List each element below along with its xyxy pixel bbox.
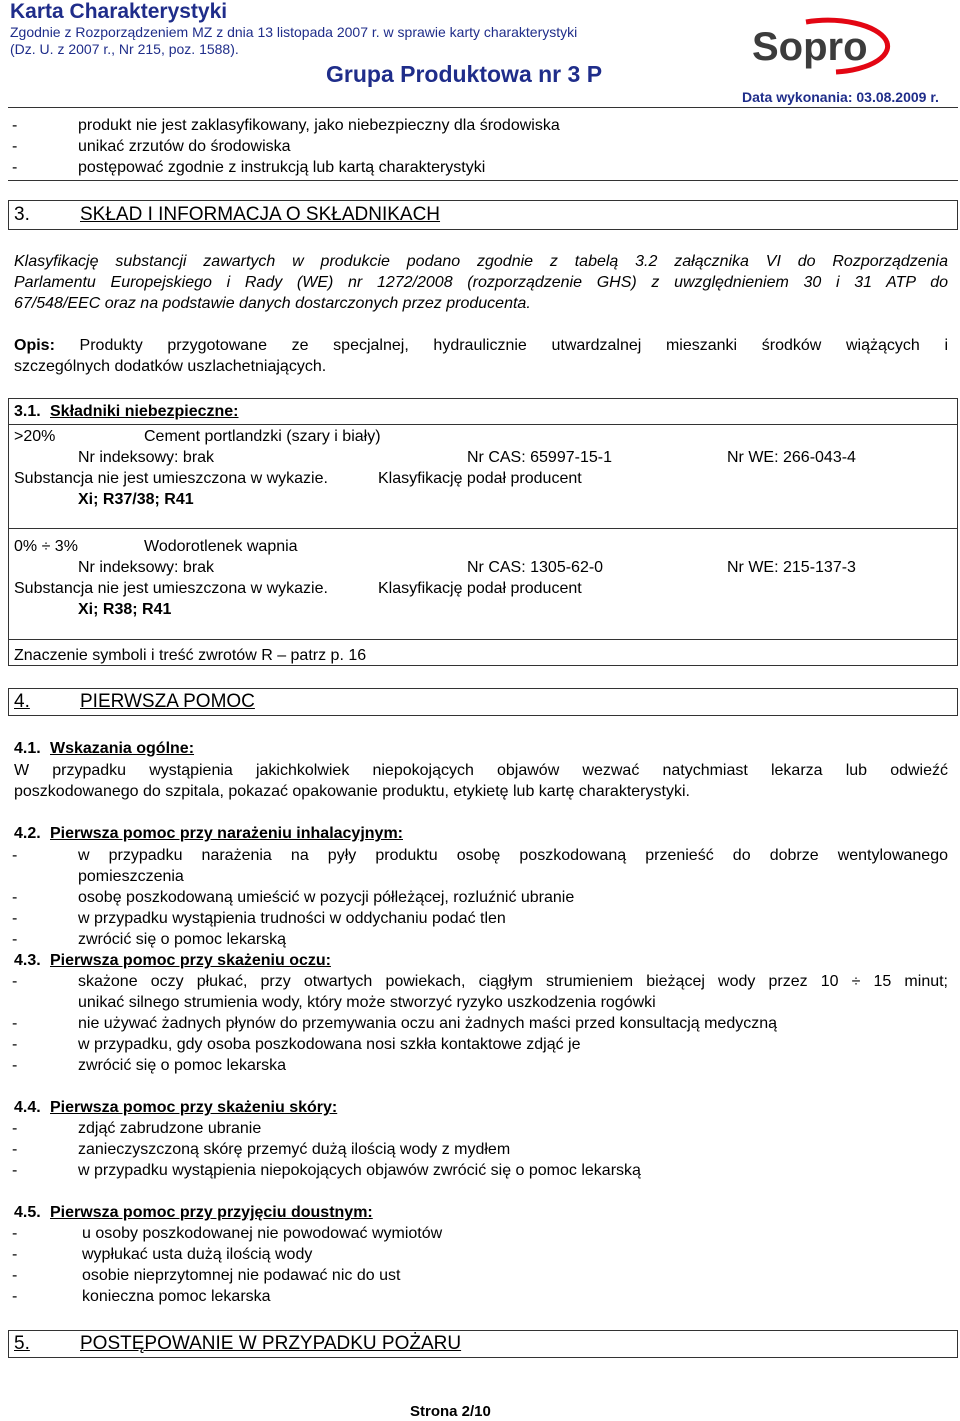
sopro-logo [748, 14, 898, 78]
description-line-1 [14, 335, 948, 356]
list-item: w przypadku wystąpienia trudności w oddychaniu podać tlen [78, 910, 506, 927]
ingredient-name: Cement portlandzki (szary i biały) [144, 428, 381, 445]
list-item: nie używać żadnych płynów do przemywania oczu ani żadnych maści przed konsultacją medyczną [78, 1015, 778, 1032]
ingredient-note-a: Substancja nie jest umieszczona w wykazie. [14, 470, 328, 487]
header-divider [8, 107, 958, 108]
subsection-4-2-title: Pierwsza pomoc przy narażeniu inhalacyjnym: [50, 825, 403, 842]
subsection-4-4-number: 4.4. [14, 1099, 41, 1116]
subsection-4-5-title: Pierwsza pomoc przy przyjęciu doustnym: [50, 1204, 373, 1221]
ingredient-cas: Nr CAS: 65997-15-1 [467, 449, 612, 466]
list-item: postępować zgodnie z instrukcją lub kartą charakterystyki [78, 159, 486, 176]
subsection-3-1-number: 3.1. [14, 403, 41, 420]
regulation-reference-line-1: Zgodnie z Rozporządzeniem MZ z dnia 13 listopada 2007 r. w sprawie karty charakterystyki [10, 24, 578, 40]
list-item: konieczna pomoc lekarska [82, 1288, 271, 1305]
list-item: zwrócić się o pomoc lekarska [78, 1057, 287, 1074]
ingredients-divider [8, 639, 958, 640]
list-item-continuation: unikać silnego strumienia wody, który może stworzyć ryzyko uszkodzenia rogówki [78, 994, 656, 1011]
section-5-title: POSTĘPOWANIE W PRZYPADKU POŻARU [80, 1333, 462, 1354]
svg-text:Sopro: Sopro [752, 25, 868, 69]
list-item: wypłukać usta dużą ilością wody [82, 1246, 313, 1263]
intro-divider [8, 180, 958, 181]
classification-line: Parlamentu Europejskiego i Rady (WE) nr 1272/2008 (rozporządzenie GHS) z uwzględnieniem 30 i 31 ATP do [14, 274, 948, 291]
list-dash: - [12, 1120, 18, 1137]
ingredient-note-b: Klasyfikację podał producent [378, 580, 582, 597]
list-dash: - [12, 1246, 18, 1263]
subsection-4-2-number: 4.2. [14, 825, 41, 842]
list-item: produkt nie jest zaklasyfikowany, jako niebezpieczny dla środowiska [78, 117, 560, 134]
ingredient-note-a: Substancja nie jest umieszczona w wykazie. [14, 580, 328, 597]
description-text: Produkty przygotowane ze specjalnej, hydraulicznie utwardzalnej mieszanki środków wiążących i [79, 337, 948, 354]
creation-date: Data wykonania: 03.08.2009 r. [742, 89, 939, 105]
ingredient-index: Nr indeksowy: brak [78, 449, 215, 466]
ingredient-we: Nr WE: 266-043-4 [727, 449, 856, 466]
page-number: Strona 2/10 [410, 1403, 491, 1420]
document-title: Karta Charakterystyki [10, 0, 228, 23]
list-item: w przypadku wystąpienia niepokojących objawów zwrócić się o pomoc lekarską [78, 1162, 641, 1179]
list-dash: - [12, 1141, 18, 1158]
section-5-number: 5. [14, 1333, 30, 1354]
ingredient-name: Wodorotlenek wapnia [144, 538, 298, 555]
ingredient-percent: 0% ÷ 3% [14, 538, 78, 555]
list-item: zanieczyszczoną skórę przemyć dużą ilością wody z mydłem [78, 1141, 511, 1158]
ingredient-note-b: Klasyfikację podał producent [378, 470, 582, 487]
ingredients-divider [8, 424, 958, 425]
classification-line: Klasyfikację substancji zawartych w produkcie podano zgodnie z tabelą 3.2 załącznika VI do Rozporządzenia [14, 253, 948, 270]
regulation-reference-line-2: (Dz. U. z 2007 r., Nr 215, poz. 1588). [10, 41, 239, 57]
list-dash: - [12, 910, 18, 927]
list-item: u osoby poszkodowanej nie powodować wymiotów [82, 1225, 443, 1242]
list-dash: - [12, 1162, 18, 1179]
subsection-4-3-title: Pierwsza pomoc przy skażeniu oczu: [50, 952, 331, 969]
list-dash: - [12, 889, 18, 906]
subsection-3-1-title: Składniki niebezpieczne: [50, 403, 239, 420]
list-dash: - [12, 1036, 18, 1053]
ingredients-divider [8, 528, 958, 529]
list-dash: - [12, 138, 18, 155]
list-dash: - [12, 1057, 18, 1074]
list-dash: - [12, 1015, 18, 1032]
list-item: unikać zrzutów do środowiska [78, 138, 291, 155]
classification-line: 67/548/EEC oraz na podstawie danych dostarczonych przez producenta. [14, 295, 531, 312]
section-3-number: 3. [14, 204, 30, 225]
section-3-title: SKŁAD I INFORMACJA O SKŁADNIKACH [80, 204, 441, 225]
list-item: w przypadku narażenia na pyły produktu osobę poszkodowaną przenieść do dobrze wentylowanego [78, 847, 948, 864]
list-item: skażone oczy płukać, przy otwartych powiekach, ciągłym strumieniem bieżącej wody przez 10 ÷ 15 minut; [78, 973, 948, 990]
subsection-4-1-number: 4.1. [14, 740, 41, 757]
list-dash: - [12, 159, 18, 176]
general-guidance-line: W przypadku wystąpienia jakichkolwiek niepokojących objawów wezwać natychmiast lekarza lub odwieźć [14, 762, 948, 779]
list-dash: - [12, 847, 18, 864]
subsection-4-5-number: 4.5. [14, 1204, 41, 1221]
description-line-2: szczególnych dodatków uszlachetniających. [14, 358, 327, 375]
list-dash: - [12, 1288, 18, 1305]
list-dash: - [12, 973, 18, 990]
r-phrases-footnote: Znaczenie symboli i treść zwrotów R – patrz p. 16 [14, 647, 367, 664]
section-4-title: PIERWSZA POMOC [80, 691, 255, 712]
general-guidance-line: poszkodowanego do szpitala, pokazać opakowanie produktu, etykietę lub kartę charakterystyki. [14, 783, 690, 800]
list-item: zwrócić się o pomoc lekarską [78, 931, 287, 948]
ingredient-classification: Xi; R38; R41 [78, 601, 172, 618]
list-item: zdjąć zabrudzone ubranie [78, 1120, 262, 1137]
subsection-4-1-title: Wskazania ogólne: [50, 740, 195, 757]
ingredient-percent: >20% [14, 428, 56, 445]
ingredient-we: Nr WE: 215-137-3 [727, 559, 856, 576]
product-group-title: Grupa Produktowa nr 3 P [326, 61, 603, 87]
list-dash: - [12, 931, 18, 948]
ingredient-classification: Xi; R37/38; R41 [78, 491, 194, 508]
subsection-4-3-number: 4.3. [14, 952, 41, 969]
description-label: Opis: [14, 337, 55, 354]
list-item: osobie nieprzytomnej nie podawać nic do ust [82, 1267, 401, 1284]
list-dash: - [12, 117, 18, 134]
list-item: w przypadku, gdy osoba poszkodowana nosi szkła kontaktowe zdjąć je [78, 1036, 581, 1053]
list-dash: - [12, 1267, 18, 1284]
section-4-number: 4. [14, 691, 30, 712]
ingredient-index: Nr indeksowy: brak [78, 559, 215, 576]
subsection-4-4-title: Pierwsza pomoc przy skażeniu skóry: [50, 1099, 338, 1116]
list-dash: - [12, 1225, 18, 1242]
list-item: osobę poszkodowaną umieścić w pozycji półleżącej, rozluźnić ubranie [78, 889, 575, 906]
list-item-continuation: pomieszczenia [78, 868, 184, 885]
ingredient-cas: Nr CAS: 1305-62-0 [467, 559, 604, 576]
